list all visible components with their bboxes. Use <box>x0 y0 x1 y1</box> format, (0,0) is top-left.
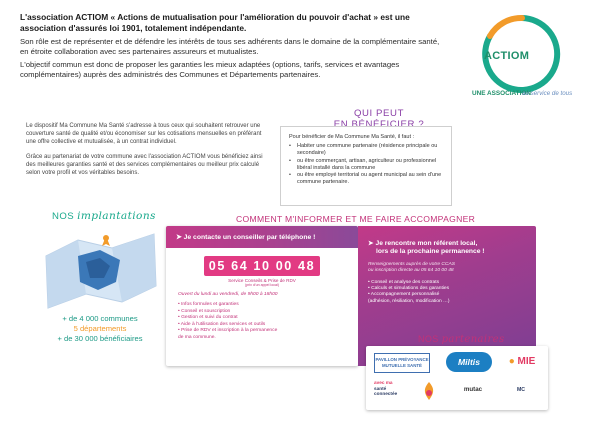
stat-beneficiaires: + de 30 000 bénéficiaires <box>57 333 143 343</box>
eligibility-title-line1: QUI PEUT <box>353 108 405 119</box>
implantations-title-nos: NOS <box>52 211 74 222</box>
partners-title-nos: NOS <box>418 334 439 344</box>
eligibility-item: • ou être employé territorial ou agent municipal au sein d'une commune partenaire. <box>289 172 443 186</box>
implantations-title <box>52 210 156 222</box>
contact-section-title: COMMENT M'INFORMER ET ME FAIRE ACCOMPAGNER <box>236 214 476 224</box>
phone-contact-card <box>166 226 358 366</box>
local-referent-heading-line2: lors de la prochaine permanence ! <box>376 248 485 256</box>
local-referent-card <box>358 226 536 366</box>
local-referent-heading-line1: Je rencontre mon référent local, <box>375 240 478 247</box>
local-referent-info-line2: ou inscription directe au 05 64 10 00 48 <box>368 268 454 274</box>
phone-number[interactable]: 05 64 10 00 48 <box>204 256 320 276</box>
dispositif-text <box>26 122 266 177</box>
phone-service-item: • Infos formules et garanties <box>178 302 239 307</box>
logo-tagline: UNE ASSOCIATION <box>472 90 531 97</box>
partners-title <box>418 334 505 345</box>
stat-communes: + de 4 000 communes <box>62 314 138 323</box>
intro-lead: L'association ACTIOM « Actions de mutualisation pour l'amélioration du pouvoir d'achat » est une association d'assurés loi 1901, totalement indépendante. <box>20 12 410 33</box>
dispositif-paragraph-2: Grâce au partenariat de votre commune avec l'association ACTIOM vous bénéficiez ainsi des meilleures garanties santé et des services complémentaires ou meilleur prix calculé selon votre profil et vos véritables besoins. <box>26 153 263 177</box>
logo-wordmark: ACTIOM <box>484 50 530 62</box>
partners-title-script: partenaires <box>441 334 505 345</box>
local-referent-info <box>368 262 526 275</box>
local-referent-service-item: • Accompagnement personnalisé <box>368 292 440 298</box>
local-referent-info-line1: Renseignements auprès de votre CCAS <box>368 261 455 267</box>
pavillon-logo-sub: MUTUELLE SANTÉ <box>381 362 422 368</box>
dispositif-paragraph-1: Le dispositif Ma Commune Ma Santé s'adresse à tous ceux qui souhaitent retrouver une couverture santé de qualité et/ou économiser sur les cotisations mensuelles en préférant une offre collective et mutualisée, à un contrat individuel. <box>26 123 262 146</box>
phone-service-item: • Gestion et suivi du contrat <box>178 315 238 321</box>
stat-departements: 5 départements <box>73 323 127 333</box>
local-referent-service-item: • Calculs et simulations des garanties <box>368 285 450 291</box>
eligibility-intro: Pour bénéficier de Ma Commune Ma Santé, il faut : <box>289 134 415 140</box>
local-referent-services-list <box>368 280 526 305</box>
phone-service-item: • Aide à l'utilisation des services et outils <box>178 321 266 327</box>
local-referent-service-item: (adhésion, résiliation, modification …) <box>368 298 450 304</box>
eligibility-title-line2: EN BÉNÉFICIER ? <box>333 119 425 130</box>
phone-contact-heading-text: Je contacte un conseiller par téléphone ! <box>183 234 316 241</box>
ams-line1: avec ma <box>374 380 393 385</box>
mc-logo: MC <box>516 387 526 393</box>
ams-line3: connectée <box>374 391 398 397</box>
mie-logo <box>502 354 542 370</box>
miltis-logo: Miltis <box>446 352 492 372</box>
pavillon-prevoyance-logo <box>374 353 430 373</box>
france-map-icon <box>42 226 160 312</box>
avec-ma-sante-logo <box>374 380 406 397</box>
local-referent-service-item: • Conseil et analyse des contrats <box>368 279 440 285</box>
eligibility-list <box>289 143 443 186</box>
mutuelle-flame-logo-icon <box>420 380 438 402</box>
logo-tagline-script: au service de tous <box>522 90 573 97</box>
ams-line2: santé <box>374 385 387 391</box>
phone-hours: Ouvert du lundi au vendredi, de 9h00 à 18h00 <box>178 292 278 297</box>
intro-block <box>20 12 440 79</box>
pavillon-logo-title: PAVILLON PRÉVOYANCE <box>375 357 429 362</box>
implantations-title-script: implantations <box>77 210 156 222</box>
phone-service-item: • Prise de RDV et inscription à la permanence <box>178 328 278 334</box>
intro-paragraph-role: Son rôle est de représenter et de défendre les intérêts de tous ses adhérents dans le domaine de la complémentaire santé, en étroite collaboration avec ses partenaires assureurs et mutualistes. <box>20 37 440 56</box>
eligibility-box <box>280 126 452 206</box>
phone-service-label: Service Conseils & Prise de RDV <box>228 278 296 283</box>
partners-logos-box <box>366 346 548 410</box>
phone-service-item: de ma commune. <box>178 334 216 340</box>
arrow-right-icon: ➤ <box>176 234 184 241</box>
implantations-stats <box>40 314 160 343</box>
phone-cost-note: (prix d'un appel local) <box>244 283 280 287</box>
phone-service-item: • Conseil et souscription <box>178 308 231 314</box>
mutac-logo: mutac <box>463 386 483 393</box>
actiom-logo <box>458 12 586 104</box>
intro-paragraph-objective: L'objectif commun est donc de proposer les garanties les mieux adaptées (options, tarifs, services et avantages complémentaires) auprès des administrés des Communes et Départements partenaires. <box>20 60 400 79</box>
eligibility-item: • Habiter une commune partenaire (résidence principale ou secondaire) <box>289 143 443 157</box>
local-referent-heading <box>368 240 526 257</box>
arrow-right-icon: ➤ <box>368 240 376 247</box>
eligibility-item: • ou être commerçant, artisan, agriculteur ou professionnel libéral installé dans la commune <box>289 158 443 172</box>
phone-contact-heading <box>166 226 358 248</box>
phone-services-list <box>178 302 358 342</box>
mie-logo-text: MIE <box>517 356 536 367</box>
mie-logo-dot-icon: ● <box>508 356 518 367</box>
